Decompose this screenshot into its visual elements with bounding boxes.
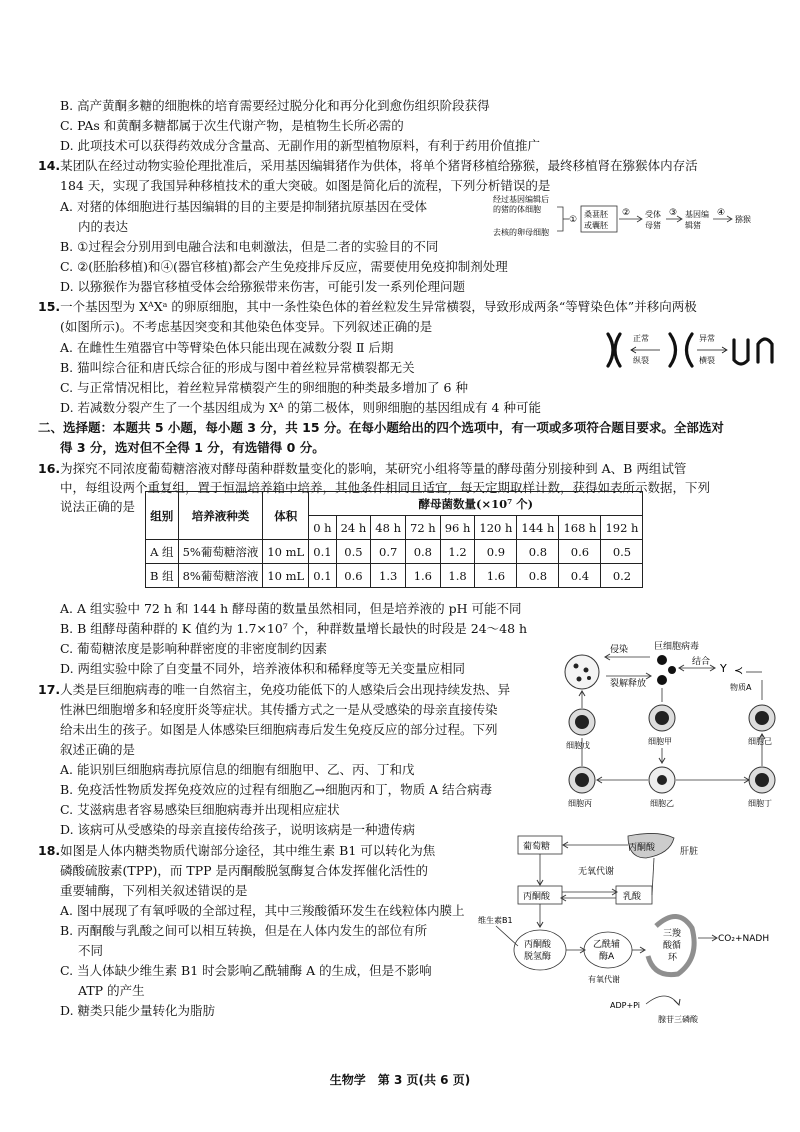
q17-immune-figure bbox=[562, 640, 792, 830]
node-tca-line2: 酸循 bbox=[663, 941, 682, 951]
table-cell: 0.8 bbox=[517, 540, 559, 564]
q18-option-b-cont: 不同 bbox=[78, 943, 104, 958]
antibody-icon: ≺ bbox=[734, 664, 744, 677]
q14-option-c: C. ②(胚胎移植)和④(器官移植)都会产生免疫排斥反应，需要使用免疫抑制剂处理 bbox=[60, 259, 508, 274]
q17-option-a: A. 能识别巨细胞病毒抗原信息的细胞有细胞甲、乙、丙、丁和戊 bbox=[60, 762, 415, 777]
table-header-row bbox=[146, 492, 643, 516]
time-header: 144 h bbox=[517, 516, 559, 540]
label-cell-jia: 细胞甲 bbox=[648, 737, 672, 746]
flow-step4: ④ bbox=[717, 208, 726, 218]
label-infect: 侵染 bbox=[610, 645, 629, 655]
label-virus: 巨细胞病毒 bbox=[654, 642, 700, 652]
label-cell-wu: 细胞戊 bbox=[566, 741, 590, 750]
col-header-count: 酵母菌数量(×10⁷ 个) bbox=[309, 492, 643, 516]
table-cell: 0.8 bbox=[517, 564, 559, 588]
q14-stem-line1 bbox=[38, 157, 698, 174]
time-header: 120 h bbox=[475, 516, 517, 540]
q15-option-a: A. 在雌性生殖器官中等臂染色体只能出现在减数分裂 Ⅱ 后期 bbox=[60, 340, 394, 355]
label-substance-a: 物质A bbox=[730, 683, 752, 692]
table-cell: 0.7 bbox=[371, 540, 406, 564]
q15-chromosome-figure bbox=[600, 330, 780, 370]
table-cell: 0.6 bbox=[336, 564, 371, 588]
flow-box3-line1: 基因编 bbox=[685, 210, 709, 219]
q18-stem-line1 bbox=[38, 842, 435, 859]
q14-stem-line2: 184 天，实现了我国异种移植技术的重大突破。如图是简化后的流程，下列分析错误的是 bbox=[60, 178, 551, 193]
node-acetyl-line1: 乙酰辅 bbox=[593, 940, 621, 950]
row-volume: 10 mL bbox=[263, 564, 309, 588]
label-liver: 肝脏 bbox=[680, 847, 699, 857]
node-acetyl-line2: 酶A bbox=[599, 952, 615, 962]
col-header-medium: 培养液种类 bbox=[178, 492, 263, 540]
arrow2-label-top: 异常 bbox=[699, 334, 715, 343]
flow-step2: ② bbox=[622, 208, 631, 218]
node-pyruvate-liver: 丙酮酸 bbox=[628, 843, 656, 853]
time-header: 0 h bbox=[309, 516, 336, 540]
label-vitamin: 维生素B1 bbox=[478, 916, 513, 925]
q15-stem-text: 一个基因型为 XᴬXᵃ 的卵原细胞，其中一条性染色体的着丝粒发生异常横裂，导致形成两条“等臂染色体”并移向两极 bbox=[60, 299, 697, 314]
table-cell: 0.1 bbox=[309, 540, 336, 564]
q14-flowchart bbox=[485, 193, 790, 241]
time-header: 168 h bbox=[559, 516, 601, 540]
q16-option-d: D. 两组实验中除了自变量不同外，培养液体积和稀释度等无关变量应相同 bbox=[60, 661, 466, 676]
q16-option-c: C. 葡萄糖浓度是影响种群密度的非密度制约因素 bbox=[60, 641, 328, 656]
table-cell: 1.2 bbox=[440, 540, 475, 564]
arrow1-label-bottom: 纵裂 bbox=[633, 356, 649, 365]
flow-source-top-line1: 经过基因编辑后 bbox=[493, 195, 549, 204]
q15-option-c: C. 与正常情况相比，着丝粒异常横裂产生的卵细胞的种类最多增加了 6 种 bbox=[60, 380, 468, 395]
table-cell: 0.9 bbox=[475, 540, 517, 564]
virus-icon bbox=[657, 655, 676, 685]
question-number: 17. bbox=[38, 682, 61, 697]
section2-header-line2: 得 3 分，选对但不全得 1 分，有选错得 0 分。 bbox=[60, 440, 325, 455]
flow-step1: ① bbox=[569, 215, 578, 225]
label-aerobic: 有氧代谢 bbox=[588, 975, 620, 984]
arrow1-label-top: 正常 bbox=[633, 334, 649, 343]
q18-option-b: B. 丙酮酸与乳酸之间可以相互转换，但是在人体内发生的部位有所 bbox=[60, 923, 428, 938]
q17-stem-text: 人类是巨细胞病毒的唯一自然宿主，免疫功能低下的人感染后会出现持续发热、异 bbox=[60, 682, 511, 697]
yeast-count-table bbox=[145, 491, 643, 588]
q17-stem-line1 bbox=[38, 681, 510, 698]
label-adp: ADP+Pi bbox=[610, 1001, 641, 1010]
q14-option-d: D. 以猕猴作为器官移植受体会给猕猴带来伤害，可能引发一系列伦理问题 bbox=[60, 279, 466, 294]
label-cell-yi: 细胞乙 bbox=[650, 799, 674, 808]
q18-stem-line2: 磷酸硫胺素(TPP)，而 TPP 是丙酮酸脱氢酶复合体发挥催化活性的 bbox=[60, 863, 429, 878]
time-header: 96 h bbox=[440, 516, 475, 540]
arrow2-label-bottom: 横裂 bbox=[699, 356, 715, 365]
row-group: B 组 bbox=[146, 564, 179, 588]
q13-option-b: B. 高产黄酮多糖的细胞株的培育需要经过脱分化和再分化到愈伤组织阶段获得 bbox=[60, 98, 490, 113]
question-number: 16. bbox=[38, 461, 61, 476]
col-header-group: 组别 bbox=[146, 492, 179, 540]
q17-option-b: B. 免疫活性物质发挥免疫效应的过程有细胞乙→细胞丙和丁，物质 A 结合病毒 bbox=[60, 782, 493, 797]
q18-stem-text: 如图是人体内糖类物质代谢部分途径，其中维生素 B1 可以转化为焦 bbox=[60, 843, 436, 858]
row-group: A 组 bbox=[146, 540, 179, 564]
flow-box2-line1: 受体 bbox=[645, 210, 661, 219]
section2-header-line1: 二、选择题：本题共 5 小题，每小题 3 分，共 15 分。在每小题给出的四个选项中，有一项或多项符合题目要求。全部选对 bbox=[38, 420, 724, 435]
page-footer: 生物学 第 3 页(共 6 页) bbox=[329, 1073, 471, 1087]
node-pdh-line1: 丙酮酸 bbox=[524, 940, 552, 950]
time-header: 192 h bbox=[601, 516, 643, 540]
q18-option-a: A. 图中展现了有氧呼吸的全部过程，其中三羧酸循环发生在线粒体内膜上 bbox=[60, 903, 465, 918]
table-cell: 1.6 bbox=[406, 564, 441, 588]
table-cell: 0.1 bbox=[309, 564, 336, 588]
flow-source-bottom: 去核的卵母细胞 bbox=[493, 228, 549, 237]
table-cell: 1.3 bbox=[371, 564, 406, 588]
q17-stem-line4: 叙述正确的是 bbox=[60, 742, 136, 757]
q15-option-d: D. 若减数分裂产生了一个基因组成为 Xᴬ 的第二极体，则卵细胞的基因组成有 4 种可能 bbox=[60, 400, 541, 415]
q17-option-c: C. 艾滋病患者容易感染巨细胞病毒并出现相应症状 bbox=[60, 802, 340, 817]
label-cell-ding: 细胞丁 bbox=[748, 799, 772, 808]
question-number: 15. bbox=[38, 299, 61, 314]
q18-option-c-cont: ATP 的产生 bbox=[78, 983, 145, 998]
q16-stem-line1 bbox=[38, 460, 686, 477]
q18-option-c: C. 当人体缺少维生素 B1 时会影响乙酰辅酶 A 的生成，但是不影响 bbox=[60, 963, 432, 978]
label-products: CO₂+NADH bbox=[718, 934, 770, 944]
q16-stem-line3: 说法正确的是 bbox=[60, 499, 136, 514]
table-cell: 0.2 bbox=[601, 564, 643, 588]
q17-stem-line2: 性淋巴细胞增多和轻度肝炎等症状。其传播方式之一是从受感染的母亲直接传染 bbox=[60, 702, 498, 717]
flow-step3: ③ bbox=[669, 208, 678, 218]
node-lactate: 乳酸 bbox=[623, 892, 642, 902]
q14-option-a-cont: 内的表达 bbox=[78, 219, 129, 234]
q17-option-d: D. 该病可从受感染的母亲直接传给孩子，说明该病是一种遗传病 bbox=[60, 822, 416, 837]
flow-source-top-line2: 的猪的体细胞 bbox=[493, 205, 541, 214]
flow-end: 猕猴 bbox=[735, 215, 751, 224]
node-pyruvate: 丙酮酸 bbox=[523, 892, 551, 902]
node-tca-line3: 环 bbox=[668, 953, 678, 963]
table-cell: 1.6 bbox=[475, 564, 517, 588]
flow-box1-line2: 或囊胚 bbox=[584, 221, 608, 230]
q16-stem-line2: 中，每组设两个重复组，置于恒温培养箱中培养，其他条件相同且适宜，每天定期取样计数，获得如表所示数据，下列 bbox=[60, 480, 711, 495]
q15-option-b: B. 猫叫综合征和唐氏综合征的形成与图中着丝粒异常横裂都无关 bbox=[60, 360, 415, 375]
table-cell: 0.4 bbox=[559, 564, 601, 588]
time-header: 72 h bbox=[406, 516, 441, 540]
table-cell: 0.8 bbox=[406, 540, 441, 564]
question-number: 18. bbox=[38, 843, 61, 858]
node-glucose: 葡萄糖 bbox=[523, 842, 551, 852]
q18-stem-line3: 重要辅酶，下列相关叙述错误的是 bbox=[60, 883, 248, 898]
label-bind: 结合 bbox=[692, 657, 711, 667]
flow-box2-line2: 母猪 bbox=[645, 221, 661, 230]
q16-option-b: B. B 组酵母菌种群的 K 值约为 1.7×10⁷ 个，种群数量增长最快的时段是 24～48 h bbox=[60, 621, 528, 636]
table-cell: 0.5 bbox=[601, 540, 643, 564]
q13-option-c: C. PAs 和黄酮多糖都属于次生代谢产物，是植物生长所必需的 bbox=[60, 118, 404, 133]
q14-stem-text: 某团队在经过动物实验伦理批准后，采用基因编辑猪作为供体，将单个猪肾移植给猕猴，最终移植肾在猕猴体内存活 bbox=[60, 158, 698, 173]
label-atp: 腺苷三磷酸 bbox=[658, 1015, 698, 1024]
row-medium: 8%葡萄糖溶液 bbox=[178, 564, 263, 588]
q16-option-a: A. A 组实验中 72 h 和 144 h 酵母菌的数量虽然相同，但是培养液的 pH 可能不同 bbox=[60, 601, 522, 616]
label-cell-ji: 细胞己 bbox=[748, 737, 772, 746]
table-cell: 0.5 bbox=[336, 540, 371, 564]
q15-stem-line1 bbox=[38, 298, 697, 315]
table-cell: 1.8 bbox=[440, 564, 475, 588]
table-row bbox=[146, 540, 643, 564]
q16-stem-text: 为探究不同浓度葡萄糖溶液对酵母菌种群数量变化的影响，某研究小组将等量的酵母菌分别接种到 A、B 两组试管 bbox=[60, 461, 687, 476]
table-row bbox=[146, 564, 643, 588]
time-header: 48 h bbox=[371, 516, 406, 540]
label-anaerobic: 无氧代谢 bbox=[578, 867, 615, 877]
row-medium: 5%葡萄糖溶液 bbox=[178, 540, 263, 564]
table-cell: 0.6 bbox=[559, 540, 601, 564]
time-header: 24 h bbox=[336, 516, 371, 540]
q14-option-a: A. 对猪的体细胞进行基因编辑的目的主要是抑制猪抗原基因在受体 bbox=[60, 199, 427, 214]
label-lysis: 裂解释放 bbox=[610, 679, 647, 689]
flow-box3-line2: 辑猪 bbox=[685, 221, 701, 230]
node-tca-line1: 三羧 bbox=[663, 929, 682, 939]
antibody-icon: Y bbox=[720, 662, 727, 675]
q13-option-d: D. 此项技术可以获得药效成分含量高、无副作用的新型植物原料，有利于药用价值推广 bbox=[60, 138, 541, 153]
q18-metabolism-figure bbox=[478, 828, 778, 1028]
flow-box1-line1: 桑葚胚 bbox=[584, 210, 608, 219]
q17-stem-line3: 给未出生的孩子。如图是人体感染巨细胞病毒后发生免疫反应的部分过程。下列 bbox=[60, 722, 498, 737]
node-pdh-line2: 脱氢酶 bbox=[524, 952, 552, 962]
col-header-volume: 体积 bbox=[263, 492, 309, 540]
q14-option-b: B. ①过程会分别用到电融合法和电刺激法，但是二者的实验目的不同 bbox=[60, 239, 439, 254]
row-volume: 10 mL bbox=[263, 540, 309, 564]
q18-option-d: D. 糖类只能少量转化为脂肪 bbox=[60, 1003, 216, 1018]
q15-stem-line2: (如图所示)。不考虑基因突变和其他染色体变异。下列叙述正确的是 bbox=[60, 319, 433, 334]
label-cell-bing: 细胞丙 bbox=[568, 799, 592, 808]
question-number: 14. bbox=[38, 158, 61, 173]
